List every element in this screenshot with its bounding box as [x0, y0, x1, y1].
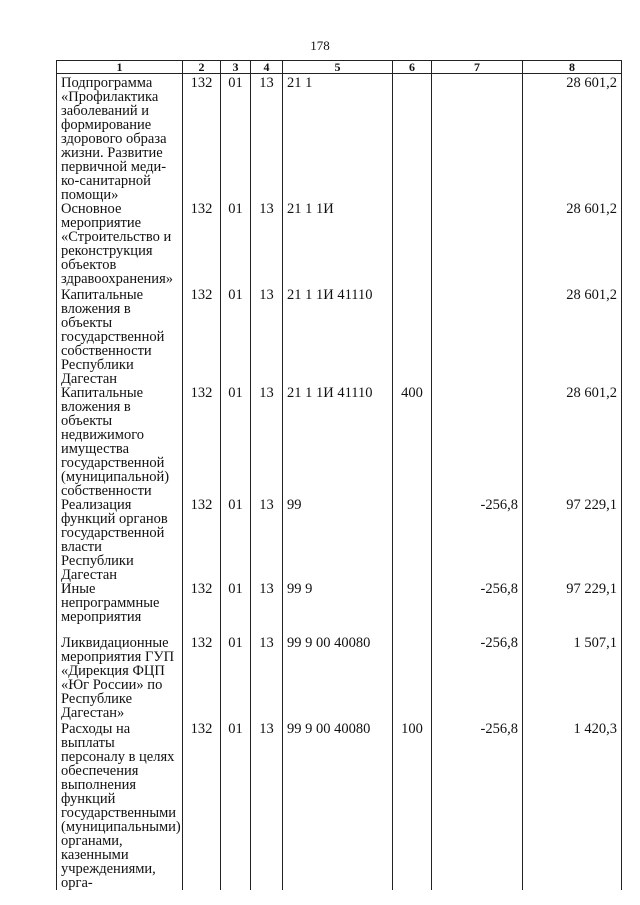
row-csr: 99: [283, 498, 393, 582]
row-csr: 21 1: [283, 74, 393, 203]
row-pr: 13: [251, 636, 283, 722]
row-csr: 99 9 00 40080: [283, 636, 393, 722]
column-header: 1: [57, 61, 183, 74]
row-change: -256,8: [432, 722, 523, 890]
row-ved: 132: [183, 74, 221, 203]
row-vr: 400: [393, 386, 432, 498]
row-total: 1 507,1: [523, 636, 622, 722]
row-rz: 01: [221, 386, 251, 498]
row-change: [432, 202, 523, 288]
row-csr: 99 9: [283, 582, 393, 636]
table-row: [57, 498, 622, 582]
table-row: [57, 386, 622, 498]
column-header: 6: [393, 61, 432, 74]
column-header: 7: [432, 61, 523, 74]
row-pr: 13: [251, 582, 283, 636]
row-change: -256,8: [432, 498, 523, 582]
table-row: [57, 74, 622, 203]
row-rz: 01: [221, 582, 251, 636]
row-pr: 13: [251, 386, 283, 498]
row-csr: 21 1 1И: [283, 202, 393, 288]
row-change: -256,8: [432, 636, 523, 722]
row-ved: 132: [183, 722, 221, 890]
row-name: Капитальные вложения в объекты недвижимого имущества государственной (муниципальной) собственности: [57, 386, 183, 498]
row-vr: 100: [393, 722, 432, 890]
row-rz: 01: [221, 722, 251, 890]
row-csr: 21 1 1И 41110: [283, 386, 393, 498]
row-name: Расходы на выплаты персоналу в целях обеспечения выполнения функций государственными (муниципальными) органами, казенными учреждениями, орга-: [57, 722, 183, 890]
column-header: 8: [523, 61, 622, 74]
row-name: Основное мероприятие «Строительство и реконструкция объектов здравоохранения»: [57, 202, 183, 288]
table-row: [57, 202, 622, 288]
row-csr: 99 9 00 40080: [283, 722, 393, 890]
row-total: 28 601,2: [523, 74, 622, 203]
table-header-row: [57, 61, 622, 74]
row-change: -256,8: [432, 582, 523, 636]
row-pr: 13: [251, 288, 283, 386]
row-pr: 13: [251, 74, 283, 203]
table-row: [57, 636, 622, 722]
page-number: 178: [310, 38, 330, 53]
row-change: [432, 288, 523, 386]
table-row: [57, 722, 622, 890]
row-rz: 01: [221, 202, 251, 288]
row-ved: 132: [183, 288, 221, 386]
row-vr: [393, 582, 432, 636]
row-vr: [393, 202, 432, 288]
row-vr: [393, 636, 432, 722]
row-total: 97 229,1: [523, 498, 622, 582]
row-vr: [393, 498, 432, 582]
column-header: 3: [221, 61, 251, 74]
budget-table: [56, 60, 622, 890]
row-total: 97 229,1: [523, 582, 622, 636]
table-row: [57, 582, 622, 636]
row-rz: 01: [221, 288, 251, 386]
column-header: 2: [183, 61, 221, 74]
row-total: 1 420,3: [523, 722, 622, 890]
row-name: Подпрограмма «Профилактика заболеваний и формирование здорового образа жизни. Развитие первичной меди-ко-санитарной помощи»: [57, 74, 183, 203]
row-ved: 132: [183, 582, 221, 636]
row-change: [432, 386, 523, 498]
row-pr: 13: [251, 202, 283, 288]
row-total: 28 601,2: [523, 288, 622, 386]
row-rz: 01: [221, 636, 251, 722]
row-vr: [393, 74, 432, 203]
table-row: [57, 288, 622, 386]
column-header: 4: [251, 61, 283, 74]
row-rz: 01: [221, 498, 251, 582]
row-name: Реализация функций органов государственной власти Республики Дагестан: [57, 498, 183, 582]
row-change: [432, 74, 523, 203]
row-name: Иные непрограммные мероприятия: [57, 582, 183, 636]
row-total: 28 601,2: [523, 386, 622, 498]
row-csr: 21 1 1И 41110: [283, 288, 393, 386]
row-name: Капитальные вложения в объекты государственной собственности Республики Дагестан: [57, 288, 183, 386]
row-vr: [393, 288, 432, 386]
row-ved: 132: [183, 636, 221, 722]
row-ved: 132: [183, 202, 221, 288]
column-header: 5: [283, 61, 393, 74]
row-rz: 01: [221, 74, 251, 203]
row-pr: 13: [251, 498, 283, 582]
row-name: Ликвидационные мероприятия ГУП «Дирекция ФЦП «Юг России» по Республике Дагестан»: [57, 636, 183, 722]
row-pr: 13: [251, 722, 283, 890]
row-ved: 132: [183, 386, 221, 498]
row-total: 28 601,2: [523, 202, 622, 288]
row-ved: 132: [183, 498, 221, 582]
